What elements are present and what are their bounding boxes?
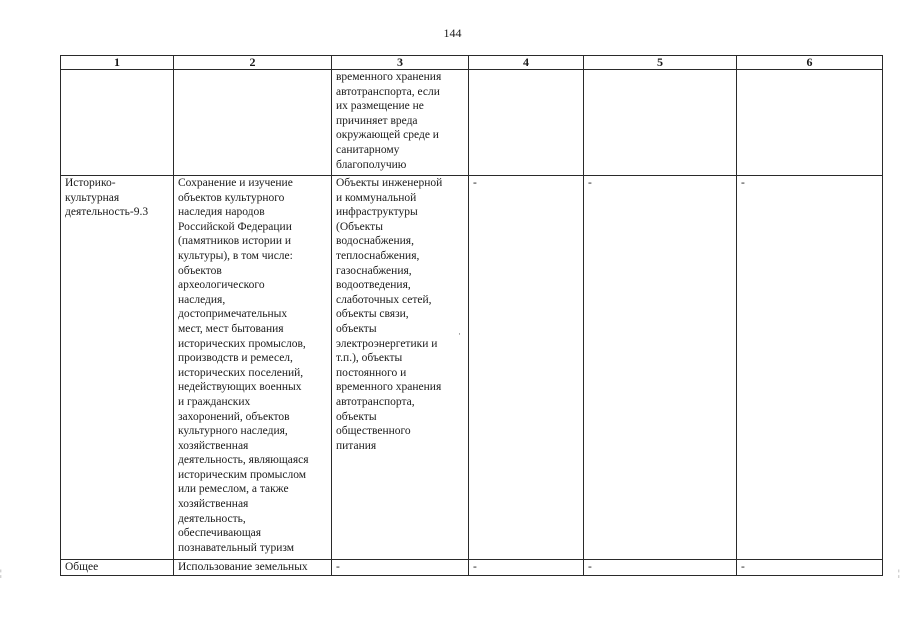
dash-value: - xyxy=(336,561,340,573)
column-header-2: 2 xyxy=(174,56,332,70)
cell-continuation-1 xyxy=(61,70,174,176)
cell-continuation-6 xyxy=(737,70,883,176)
column-header-6: 6 xyxy=(737,56,883,70)
cell-continuation-3 xyxy=(332,70,469,176)
dash-value: - xyxy=(473,177,477,189)
cell-objects xyxy=(332,176,469,560)
land-use-type-text: Историко- культурная деятельность-9.3 xyxy=(65,177,149,219)
cell-col5 xyxy=(584,176,737,560)
cell-description xyxy=(174,176,332,560)
cell-general-col6 xyxy=(737,560,883,576)
general-description-text: Использование земельных xyxy=(178,561,308,573)
dash-value: - xyxy=(588,561,592,573)
table-row-continuation xyxy=(61,70,883,176)
continuation-objects-text: временного хранения автотранспорта, если их размещение не причиняет вреда окружающей среде и санитарному благополучию xyxy=(336,71,442,171)
cell-general-description xyxy=(174,560,332,576)
cell-continuation-5 xyxy=(584,70,737,176)
scan-edge-mark-right: ¦ xyxy=(898,568,900,578)
column-header-4: 4 xyxy=(469,56,584,70)
scan-edge-mark-left: ¦ xyxy=(0,568,2,578)
page-number: 144 xyxy=(443,26,462,40)
cell-continuation-4 xyxy=(469,70,584,176)
cell-continuation-2 xyxy=(174,70,332,176)
cell-col6 xyxy=(737,176,883,560)
column-header-1: 1 xyxy=(61,56,174,70)
header-row xyxy=(61,56,883,70)
dash-value: - xyxy=(473,561,477,573)
cell-land-use-type xyxy=(61,176,174,560)
scan-speck: · xyxy=(458,329,461,339)
column-header-5: 5 xyxy=(584,56,737,70)
dash-value: - xyxy=(588,177,592,189)
cell-general-type xyxy=(61,560,174,576)
objects-text: Объекты инженерной и коммунальной инфраструктуры (Объекты водоснабжения, теплоснабжения, газоснабжения, водоотведения, слаботочных сетей, объекты связи, объекты электроэнергетики и т.п.), объекты постоянного и временного хранения автотранспорта, объекты общественного питания xyxy=(336,177,443,452)
general-type-text: Общее xyxy=(65,561,99,573)
dash-value: - xyxy=(741,177,745,189)
cell-col4 xyxy=(469,176,584,560)
table-row-general xyxy=(61,560,883,576)
cell-general-col3 xyxy=(332,560,469,576)
table-row-historical-cultural xyxy=(61,176,883,560)
column-header-3: 3 xyxy=(332,56,469,70)
cell-general-col4 xyxy=(469,560,584,576)
dash-value: - xyxy=(741,561,745,573)
land-use-table xyxy=(60,55,883,576)
description-text: Сохранение и изучение объектов культурного наследия народов Российской Федерации (памятников истории и культуры), в том числе: объектов археологического наследия, достопримечательных мест, мест бытования исторических промыслов, производств и ремесел, исторических поселений, недействующих военных и гражданских захоронений, объектов культурного наследия, хозяйственная деятельность, являющаяся историческим промыслом или ремеслом, а также хозяйственная деятельность, обеспечивающая познавательный туризм xyxy=(178,177,309,554)
cell-general-col5 xyxy=(584,560,737,576)
